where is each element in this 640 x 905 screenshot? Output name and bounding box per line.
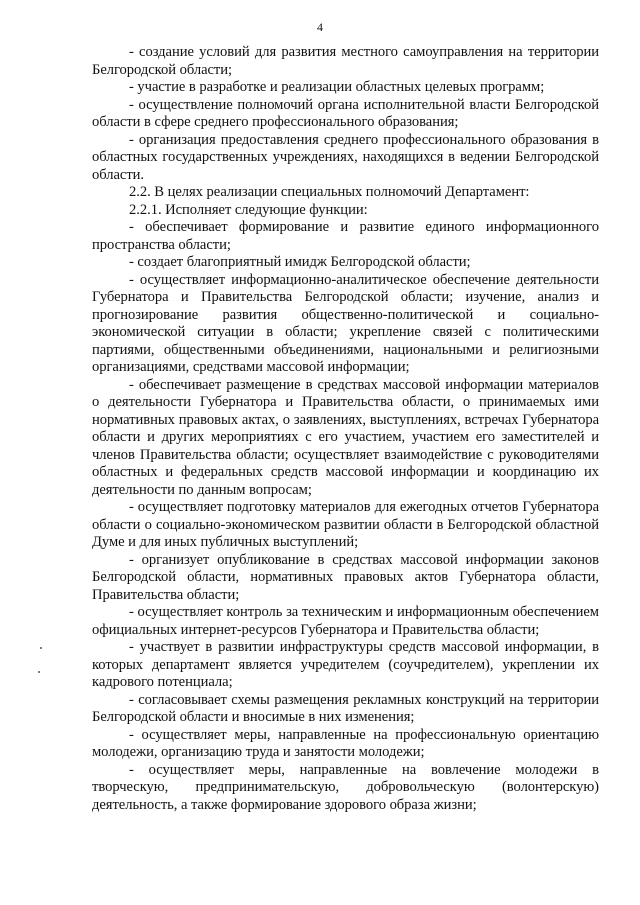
paragraph-region-image: - создает благоприятный имидж Белгородской области; <box>129 254 471 270</box>
paragraph-media-infrastructure: - участвует в развитии инфраструктуры средств массовой информации, в которых департамент является учредителем (соучредителем), укреплении их кадрового потенциала; <box>92 639 599 690</box>
paragraph-target-programs: - участие в разработке и реализации областных целевых программ; <box>129 79 545 95</box>
scan-artifact <box>40 647 42 649</box>
paragraph-information-space: - обеспечивает формирование и развитие единого информационного пространства области; <box>92 219 599 253</box>
paragraph-internet-resources: - осуществляет контроль за техническим и информационным обеспечением официальных интернет-ресурсов Губернатора и Правительства области; <box>92 604 599 638</box>
document-body <box>92 44 599 814</box>
paragraph-youth-employment: - осуществляет меры, направленные на профессиональную ориентацию молодежи, организацию труда и занятости молодежи; <box>92 726 599 760</box>
paragraph-vocational-authority: - осуществление полномочий органа исполнительной власти Белгородской области в сфере среднего профессионального образования; <box>92 96 599 130</box>
paragraph-annual-reports: - осуществляет подготовку материалов для ежегодных отчетов Губернатора области о социально-экономическом развитии области в Белгородской областной Думе и для иных публичных выступлений; <box>92 499 599 550</box>
paragraph-youth-involvement: - осуществляет меры, направленные на вовлечение молодежи в творческую, предпринимательскую, добровольческую (волонтерскую) деятельность, а также формирование здорового образа жизни; <box>92 761 599 813</box>
paragraph-advertising-schemes: - согласовывает схемы размещения рекламных конструкций на территории Белгородской области и вносимые в них изменения; <box>92 691 599 725</box>
section-heading-2-2-1: 2.2.1. Исполняет следующие функции: <box>129 201 368 218</box>
scan-artifact <box>38 671 40 673</box>
paragraph-law-publication: - организует опубликование в средствах массовой информации законов Белгородской области, нормативных правовых актов Губернатора области, Правительства области; <box>92 551 599 603</box>
paragraph-local-self-government: - создание условий для развития местного самоуправления на территории Белгородской области; <box>92 44 599 78</box>
section-heading-2-2: 2.2. В целях реализации специальных полномочий Департамент: <box>129 184 530 200</box>
paragraph-vocational-provision: - организация предоставления среднего профессионального образования в областных государственных учреждениях, находящихся в ведении Белгородской области. <box>92 131 599 183</box>
paragraph-media-placement: - обеспечивает размещение в средствах массовой информации материалов о деятельности Губернатора и Правительства области, о принимаемых ими нормативных правовых актах, о заявлениях, выступлениях, встречах Губернатора области и других мероприятиях с его участием, участием его заместителей и членов Правительства области; осуществляет взаимодействие с руководителями областных и федеральных средств массовой информации и координацию их деятельности по данным вопросам; <box>92 376 599 498</box>
paragraph-analytical-support: - осуществляет информационно-аналитическое обеспечение деятельности Губернатора и Правительства Белгородской области; изучение, анализ и прогнозирование развития общественно-политической и социально-экономической ситуации в области; укрепление связей с политическими партиями, общественными объединениями, национальными и религиозными организациями, средствами массовой информации; <box>92 271 599 375</box>
page-number: 4 <box>317 20 323 34</box>
